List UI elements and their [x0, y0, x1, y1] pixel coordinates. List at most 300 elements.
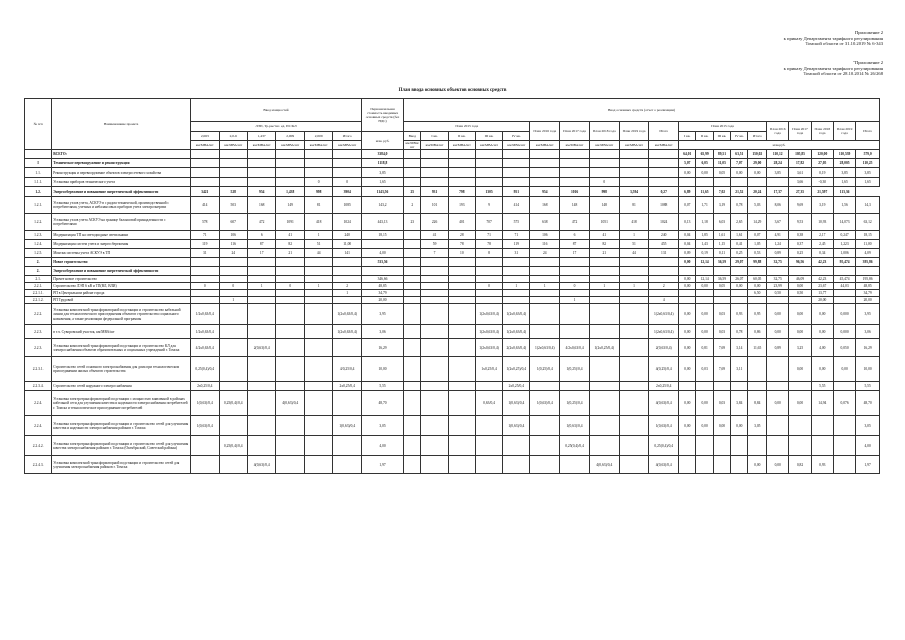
table-row	[25, 290, 880, 297]
row-cell: 1(2х0,63/0,4)	[333, 304, 362, 325]
header-unit-mln: млн. руб.	[361, 132, 403, 150]
row-cell	[448, 267, 475, 276]
row-cell: 23,67	[811, 283, 833, 290]
row-cell	[304, 416, 332, 436]
row-cell	[333, 168, 362, 178]
row-cell: 0,00	[679, 357, 696, 382]
row-cell	[767, 357, 789, 382]
row-cell: 240	[649, 231, 679, 240]
header-year: План 2019 года	[619, 122, 649, 141]
row-cell: 0,38	[789, 231, 811, 240]
row-cell	[421, 416, 448, 436]
header-initial-value: Первоначальная стоимость вводимых основных средств (без НДС)	[361, 99, 403, 132]
row-cell	[649, 258, 679, 267]
row-cell	[767, 416, 789, 436]
row-cell: 1(0,63)/0,4	[191, 416, 219, 436]
header-unit: км/МВА/шт	[560, 141, 590, 150]
row-cell: 455	[649, 240, 679, 249]
row-cell	[404, 231, 421, 240]
row-cell	[421, 304, 448, 325]
row-cell: 3,84	[731, 391, 748, 416]
row-cell: 2	[404, 197, 421, 214]
row-cell	[219, 357, 247, 382]
row-cell: 48,70	[361, 391, 403, 416]
row-cell: 28	[448, 231, 475, 240]
row-cell	[304, 391, 332, 416]
row-cell	[304, 325, 332, 339]
row-cell	[589, 357, 619, 382]
header-unit: км/МВА/шт	[589, 141, 619, 150]
row-cell	[503, 276, 530, 283]
row-cell: 503	[219, 197, 247, 214]
table-row	[25, 249, 880, 258]
header-cap-col: 1,437	[247, 132, 275, 141]
header-unit: км/МВА/шт	[421, 141, 448, 150]
row-cell: 12,14	[696, 258, 713, 267]
row-cell	[589, 436, 619, 456]
row-cell	[304, 168, 332, 178]
row-cell: 1,438	[276, 187, 304, 197]
header-quarter: I кв.	[679, 132, 696, 141]
row-cell	[304, 339, 332, 357]
row-cell: 110,25	[856, 159, 880, 168]
row-cell: 0	[560, 283, 590, 290]
row-cell	[448, 304, 475, 325]
row-cell: 18,15	[856, 231, 880, 240]
table-row	[25, 214, 880, 231]
row-cell	[713, 297, 730, 304]
row-cell	[404, 178, 421, 187]
row-cell	[333, 339, 362, 357]
row-cell: 1	[619, 283, 649, 290]
row-cell	[649, 290, 679, 297]
header-cap-col: Итого	[333, 132, 362, 141]
row-cell: 24	[219, 249, 247, 258]
header-fixed-assets: Ввод основных средств (отчет о реализации)	[404, 99, 880, 122]
row-cell: 1118,8	[361, 159, 403, 168]
row-cell	[748, 382, 767, 391]
row-cell	[333, 258, 362, 267]
row-cell: 0,00	[789, 357, 811, 382]
header-year: План 2017 года	[789, 122, 811, 141]
row-cell	[589, 276, 619, 283]
row-cell: 7	[421, 249, 448, 258]
row-cell	[191, 267, 219, 276]
row-cell: 110,12	[767, 150, 789, 159]
row-cell	[404, 325, 421, 339]
row-cell	[191, 297, 219, 304]
row-cell: 2,45	[811, 240, 833, 249]
document-title: План ввода основных объектов основных средств	[398, 88, 507, 93]
row-cell	[503, 456, 530, 474]
row-cell: 1(2х0,63/0,4)	[475, 339, 502, 357]
row-cell	[448, 436, 475, 456]
row-cell: 3,67	[767, 214, 789, 231]
row-cell	[679, 178, 696, 187]
row-cell: 0	[276, 283, 304, 290]
row-cell	[247, 297, 275, 304]
row-cell	[619, 297, 649, 304]
row-cell	[276, 150, 304, 159]
row-cell: 0	[304, 178, 332, 187]
row-cell	[333, 391, 362, 416]
row-cell: 1,05	[748, 240, 767, 249]
row-cell: 1091	[276, 214, 304, 231]
row-cell	[304, 276, 332, 283]
row-cell: 0,00	[811, 357, 833, 382]
row-cell: 1,71	[696, 197, 713, 214]
row-cell	[679, 290, 696, 297]
table-row	[25, 231, 880, 240]
row-cell: 131	[649, 249, 679, 258]
header-total: Итого	[649, 122, 679, 141]
row-cell	[404, 304, 421, 325]
row-number: 1.2.1.	[25, 197, 52, 214]
row-cell	[619, 276, 649, 283]
row-cell: 0,00	[679, 168, 696, 178]
row-cell: 4,09	[856, 249, 880, 258]
row-cell	[404, 297, 421, 304]
row-cell: 2	[333, 283, 362, 290]
row-cell	[333, 276, 362, 283]
row-cell: 0,00	[789, 304, 811, 325]
row-cell: 0,27	[649, 187, 679, 197]
row-cell: 0,04	[679, 240, 696, 249]
row-cell	[731, 436, 748, 456]
row-cell	[448, 325, 475, 339]
row-cell: 195,86	[856, 276, 880, 283]
row-cell: 1024	[333, 214, 362, 231]
row-cell: 5,55	[361, 382, 403, 391]
row-cell: 414	[503, 197, 530, 214]
row-cell: 607	[219, 214, 247, 231]
row-cell	[404, 290, 421, 297]
row-cell: 4,00	[811, 339, 833, 357]
row-cell: 1(2х0,63/0,4)	[475, 304, 502, 325]
row-cell: 7,69	[713, 339, 730, 357]
row-cell	[276, 416, 304, 436]
row-cell: 3,85	[767, 168, 789, 178]
row-cell: 17,37	[767, 187, 789, 197]
row-name: Новое строительство	[52, 258, 191, 267]
row-number: 1.2.5.	[25, 249, 52, 258]
row-cell: 1,24	[767, 240, 789, 249]
row-cell: 1,97	[361, 456, 403, 474]
row-cell: 168	[247, 197, 275, 214]
row-cell: 0,81	[696, 339, 713, 357]
row-cell: 0,00	[731, 168, 748, 178]
row-cell	[530, 168, 560, 178]
row-cell: 1	[304, 283, 332, 290]
row-cell: 0,89	[767, 249, 789, 258]
appendix-line: к приказу Департамента тарифного регулирования	[783, 65, 883, 71]
table-row	[25, 159, 880, 168]
row-cell	[619, 150, 649, 159]
row-cell: 51	[304, 240, 332, 249]
row-name: Прочее новое строительство	[52, 276, 191, 283]
row-cell: 78	[475, 240, 502, 249]
row-cell: 65,99	[696, 150, 713, 159]
row-cell	[589, 258, 619, 267]
row-cell	[649, 276, 679, 283]
row-cell: 143,2	[361, 197, 403, 214]
row-name: Установка электротрансформаторной подстанции с мощностью заявленной в районах кабельной сети для улучшения качества и надежности электроснабжения потребителей г. Томска и технологическое присоединение потребителей	[52, 391, 191, 416]
row-cell	[530, 290, 560, 297]
row-cell: 0,050	[833, 339, 855, 357]
row-cell: 4,00	[361, 249, 403, 258]
row-cell	[560, 382, 590, 391]
row-cell: 0,25(0,4)/0,4	[191, 357, 219, 382]
row-cell	[789, 267, 811, 276]
row-cell: 81	[619, 197, 649, 214]
row-cell	[619, 339, 649, 357]
row-cell	[404, 240, 421, 249]
row-cell	[619, 357, 649, 382]
row-number: 2.2.3.	[25, 325, 52, 339]
row-cell: 401	[448, 214, 475, 231]
row-cell: 0,07	[748, 231, 767, 240]
row-cell: 3,95	[856, 304, 880, 325]
table-body	[25, 150, 880, 474]
row-cell: 41	[421, 231, 448, 240]
table-row	[25, 276, 880, 283]
row-cell	[448, 357, 475, 382]
row-cell: 5,55	[856, 382, 880, 391]
row-cell: 4(0,25)/0,4	[649, 357, 679, 382]
row-name: Установка электротрансформаторной подстанции и строительство сетей для улучшения качества и надежности электроснабжения районов г. Томска	[52, 416, 191, 436]
row-cell: 1	[530, 283, 560, 290]
header-name: Наименование проекта	[52, 99, 191, 150]
row-cell	[833, 456, 855, 474]
row-cell: 0,53	[748, 249, 767, 258]
table-row	[25, 391, 880, 416]
row-cell	[421, 339, 448, 357]
row-cell: 6	[560, 231, 590, 240]
row-number: 2.	[25, 258, 52, 267]
row-cell: 0,00	[767, 391, 789, 416]
row-cell	[589, 304, 619, 325]
row-cell	[713, 178, 730, 187]
row-cell: 0,09	[679, 249, 696, 258]
row-name: РП Трудовой	[52, 297, 191, 304]
row-cell: 3,85	[856, 168, 880, 178]
row-name: Установка узлов учета АСКУЭ на границе балансовой принадлежности с потребителями	[52, 214, 191, 231]
row-cell	[503, 178, 530, 187]
row-cell	[811, 436, 833, 456]
row-cell	[767, 297, 789, 304]
table-row	[25, 283, 880, 290]
row-cell: 3,06	[361, 325, 403, 339]
row-cell: 1(0,63)/0,4	[333, 416, 362, 436]
row-cell: 931	[421, 187, 448, 197]
table-row	[25, 178, 880, 187]
row-cell	[713, 290, 730, 297]
row-cell	[219, 276, 247, 283]
row-name: Строительство сетей наружного электроснабжения	[52, 382, 191, 391]
row-cell: 3,594	[619, 187, 649, 197]
header-year: План 2017 года	[560, 122, 590, 141]
row-cell: 4	[649, 297, 679, 304]
row-cell	[276, 304, 304, 325]
row-cell: 4,91	[767, 231, 789, 240]
row-cell: 528	[219, 187, 247, 197]
row-cell: 1(2х0,63/0,4)	[649, 325, 679, 339]
header-unit: км/МВА/шт	[448, 141, 475, 150]
row-cell: 21,52	[731, 187, 748, 197]
row-cell	[276, 436, 304, 456]
row-cell	[219, 456, 247, 474]
row-cell	[748, 357, 767, 382]
row-cell: 0,03	[713, 391, 730, 416]
row-cell	[448, 168, 475, 178]
row-cell: 0,00	[679, 304, 696, 325]
row-cell: 9	[475, 197, 502, 214]
row-cell: 10,00	[361, 357, 403, 382]
row-cell: 0,95	[748, 304, 767, 325]
row-name: Строительство сетей основного электроснабжения для дома при технологическом присоединении жилых объектов строительства	[52, 357, 191, 382]
header-quarter: I кв.	[421, 132, 448, 141]
table-row	[25, 416, 880, 436]
row-name: ВСЕГО:	[52, 150, 191, 159]
row-cell: 42,23	[811, 258, 833, 267]
row-cell: 0,00	[833, 357, 855, 382]
row-cell: 1	[503, 283, 530, 290]
header-quarter: Итого	[748, 132, 767, 141]
row-cell: 0,05	[713, 283, 730, 290]
row-cell	[503, 168, 530, 178]
row-cell: 148	[589, 197, 619, 214]
row-cell: 3,05	[361, 416, 403, 436]
row-cell: 1(0,63)/0,4	[560, 416, 590, 436]
row-cell	[530, 416, 560, 436]
row-name: РП в Центральном районе города	[52, 290, 191, 297]
row-cell	[421, 283, 448, 290]
row-cell	[503, 297, 530, 304]
row-cell: 3,95	[361, 304, 403, 325]
row-cell: 28,24	[767, 159, 789, 168]
row-cell: 42,23	[811, 276, 833, 283]
row-cell: 11,65	[748, 339, 767, 357]
row-cell: 0,00	[731, 283, 748, 290]
table-row	[25, 240, 880, 249]
row-cell: 148	[560, 197, 590, 214]
row-cell: 0,00	[696, 283, 713, 290]
row-cell	[475, 456, 502, 474]
row-cell: 8	[475, 249, 502, 258]
header-plan-2015-b: План 2015 года	[679, 122, 767, 132]
row-cell	[833, 297, 855, 304]
row-cell: 9,69	[789, 197, 811, 214]
row-cell	[448, 382, 475, 391]
row-cell: 89,51	[713, 150, 730, 159]
row-cell: 3,61	[789, 168, 811, 178]
row-cell: 226	[421, 214, 448, 231]
row-cell	[276, 258, 304, 267]
row-cell	[404, 283, 421, 290]
row-cell	[247, 168, 275, 178]
row-number: 1.2.3.	[25, 231, 52, 240]
row-cell: 87	[247, 240, 275, 249]
row-cell: 105,85	[789, 150, 811, 159]
row-cell: 95,474	[833, 258, 855, 267]
row-cell	[276, 178, 304, 187]
row-cell	[679, 456, 696, 474]
row-cell: 1(2х0,63/0,4)	[333, 325, 362, 339]
row-cell: 41	[276, 231, 304, 240]
row-cell: 6,89	[679, 187, 696, 197]
row-cell	[404, 391, 421, 416]
row-cell: 14,29	[748, 214, 767, 231]
row-cell	[219, 304, 247, 325]
row-cell	[333, 456, 362, 474]
header-unit: км/МВА/шт	[649, 141, 679, 150]
row-cell: 1024	[649, 214, 679, 231]
row-cell: 96,56	[789, 258, 811, 267]
row-cell: 3,06	[856, 325, 880, 339]
row-cell: 0,25	[789, 249, 811, 258]
row-cell	[713, 382, 730, 391]
row-cell: 418	[619, 214, 649, 231]
row-cell	[560, 290, 590, 297]
row-cell	[767, 267, 789, 276]
row-cell: 4(0,63)/0,4	[649, 456, 679, 474]
row-cell: 579,0	[856, 150, 880, 159]
row-cell: 0,00	[696, 325, 713, 339]
row-cell	[619, 178, 649, 187]
row-cell: 0,00	[679, 391, 696, 416]
row-cell: 34,79	[361, 290, 403, 297]
row-cell: 707	[475, 214, 502, 231]
row-cell	[619, 290, 649, 297]
appendix-line: Приложение 2	[854, 30, 883, 35]
row-cell: 1	[219, 297, 247, 304]
row-cell	[748, 436, 767, 456]
row-cell	[276, 456, 304, 474]
header-quarter: IV кв.	[503, 132, 530, 141]
row-cell: 1,18	[696, 214, 713, 231]
row-cell: 6,03	[713, 214, 730, 231]
row-cell: 20,00	[811, 297, 833, 304]
row-cell	[304, 456, 332, 474]
row-cell	[503, 159, 530, 168]
row-cell: 82	[276, 240, 304, 249]
row-cell	[560, 150, 590, 159]
row-cell: 32,75	[767, 258, 789, 267]
row-cell	[448, 159, 475, 168]
row-cell: 1	[560, 297, 590, 304]
row-cell: 16,29	[361, 339, 403, 357]
row-cell: 0,00	[789, 325, 811, 339]
row-cell: 3,11	[731, 357, 748, 382]
row-cell: 26,07	[731, 276, 748, 283]
header-unit: км/МВА/шт	[530, 141, 560, 150]
row-cell: 116	[530, 240, 560, 249]
row-cell: 1(2х0,63/0,4)	[475, 325, 502, 339]
row-cell: 6	[247, 231, 275, 240]
row-number: 2.	[25, 267, 52, 276]
row-cell	[191, 436, 219, 456]
row-cell: 0,03	[713, 304, 730, 325]
row-cell: 71	[503, 231, 530, 240]
row-cell	[276, 357, 304, 382]
row-cell	[304, 382, 332, 391]
row-cell: 1	[304, 231, 332, 240]
header-unit: км/МВА/шт	[191, 141, 219, 150]
row-cell	[219, 416, 247, 436]
row-cell	[421, 267, 448, 276]
row-cell: 71	[191, 231, 219, 240]
header-capacity: Ввод мощностей	[191, 99, 362, 122]
